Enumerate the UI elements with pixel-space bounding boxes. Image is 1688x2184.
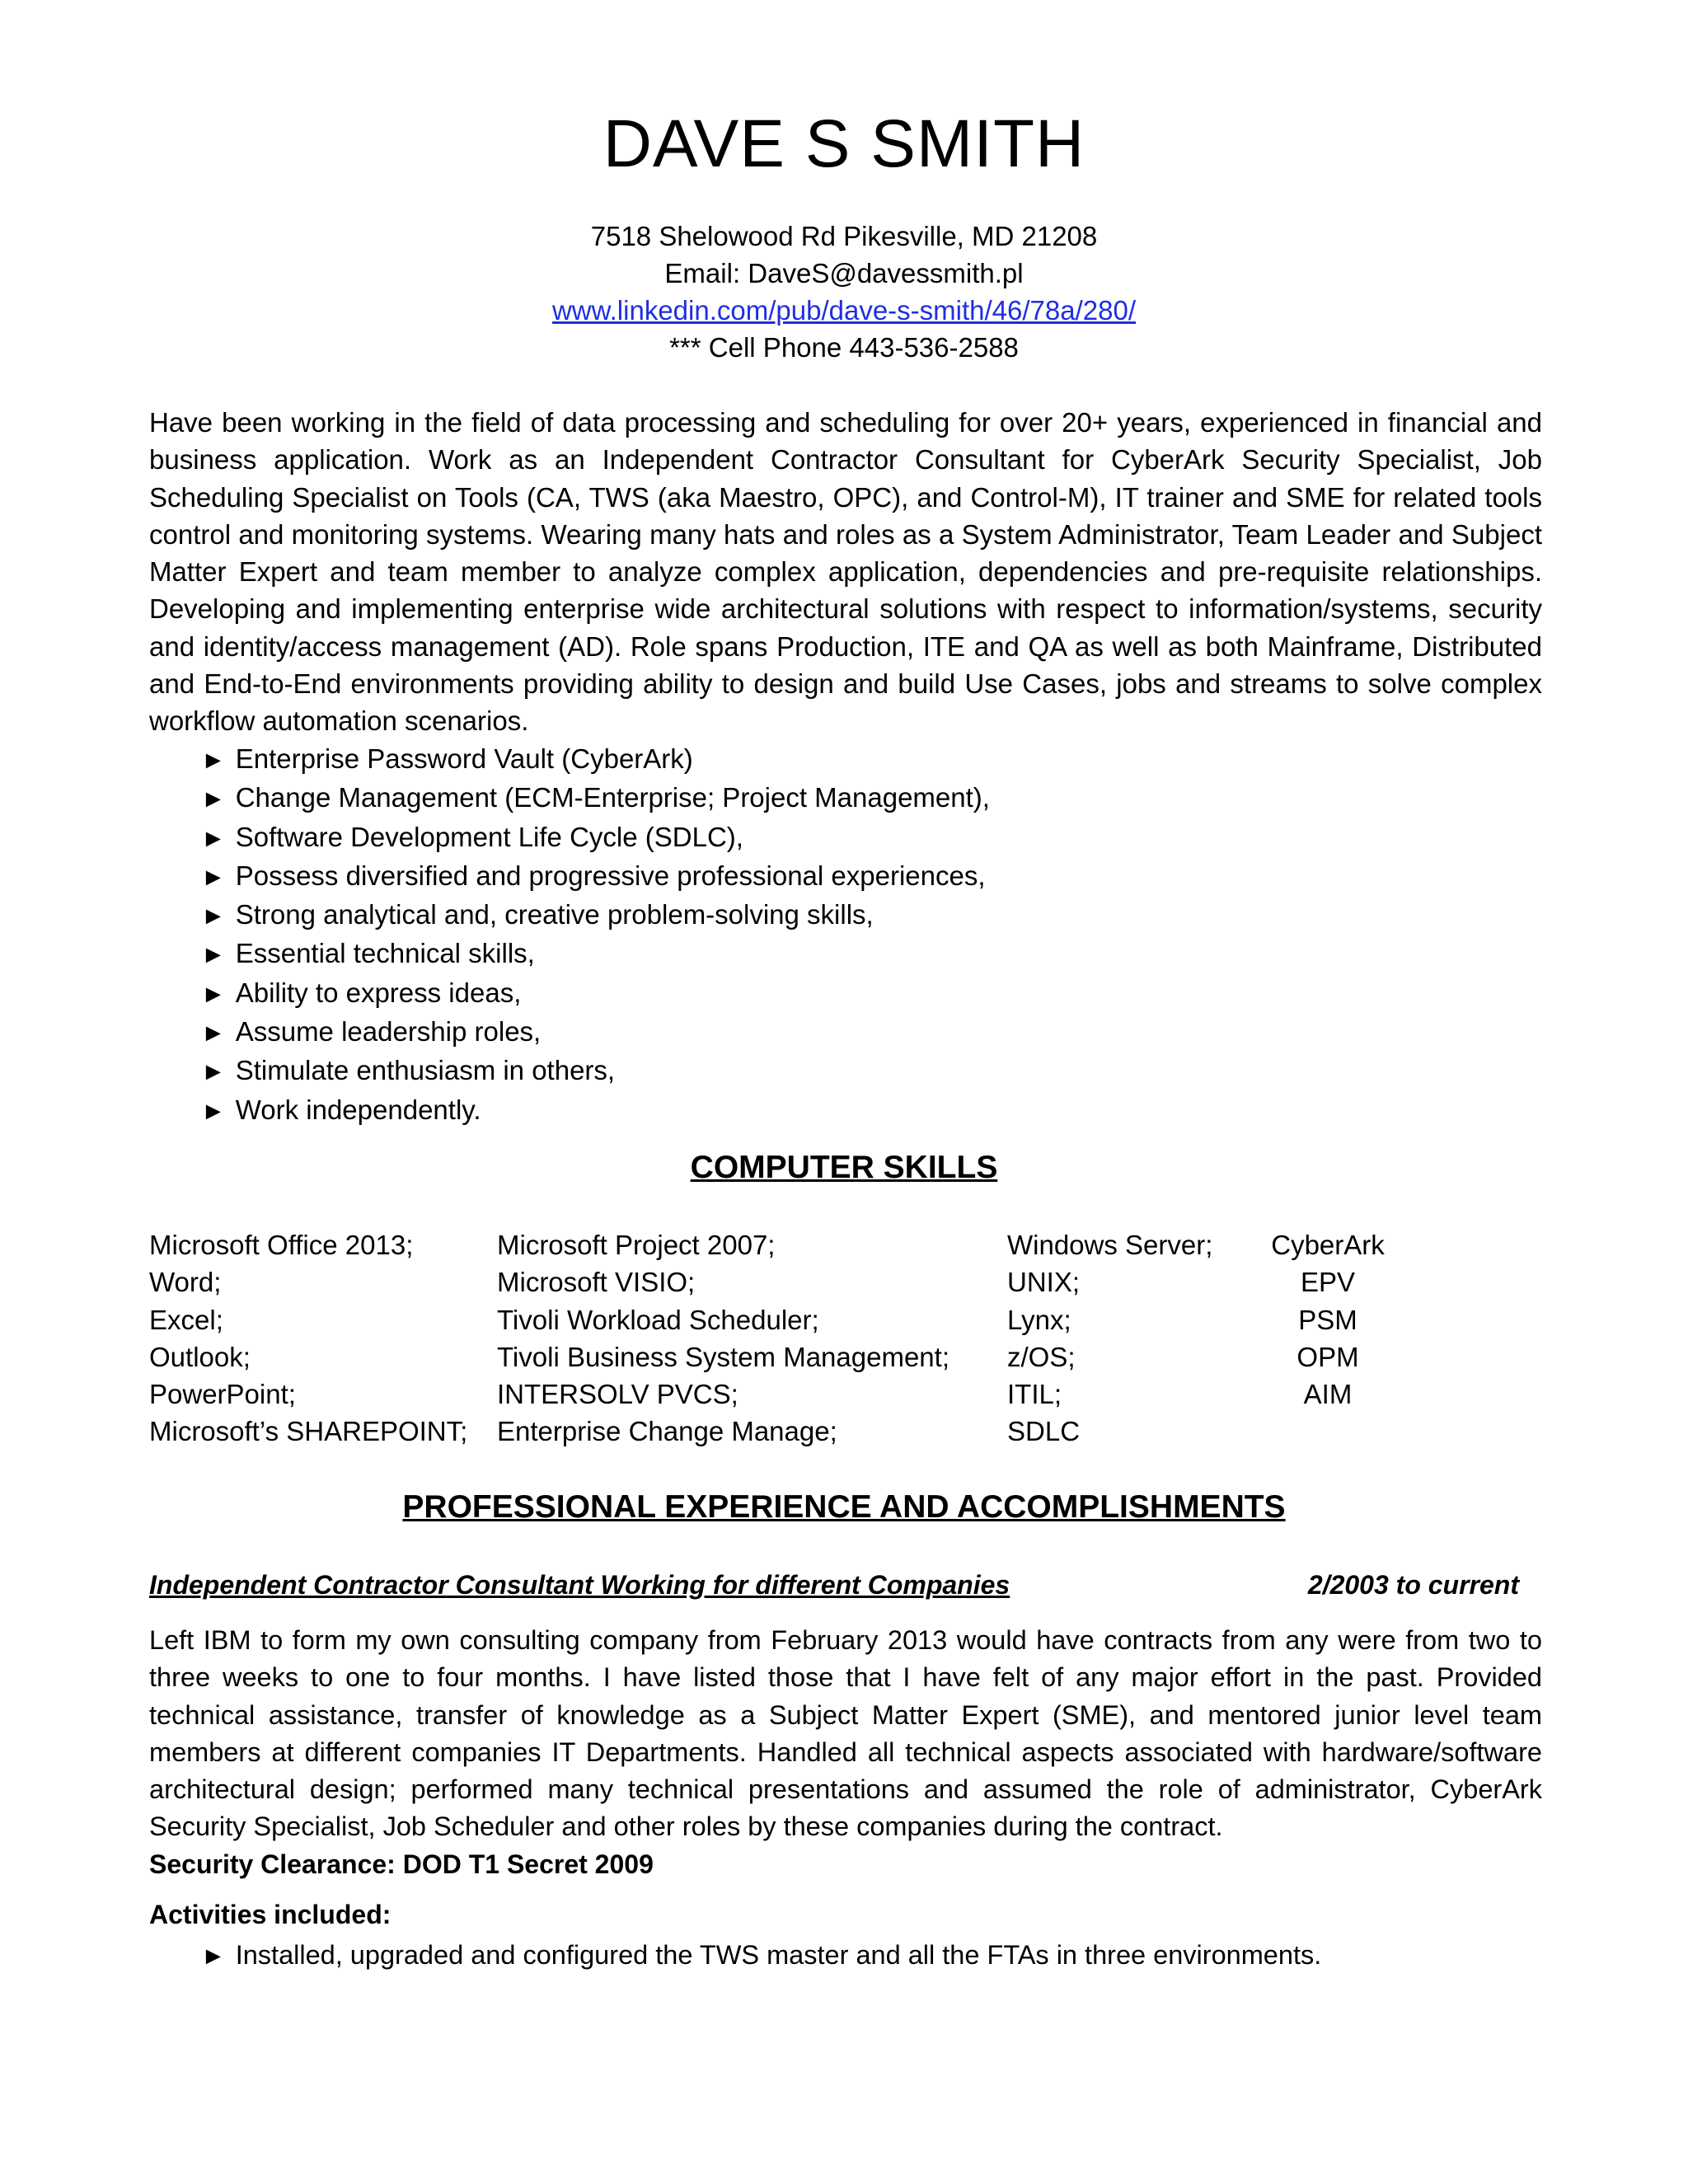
job-title: Independent Contractor Consultant Working for different Companies <box>149 1570 1010 1600</box>
job-description: Left IBM to form my own consulting company from February 2013 would have contracts from any were from two to three weeks to one to four months. I have listed those that I have felt of any major effort in the past. Provided technical assistance, transfer of knowledge as a Subject Matter Expert (SME), and mentored junior level team members at different companies IT Departments. Handled all technical aspects associated with hardware/software architectural design; performed many technical presentations and assumed the role of administrator, CyberArk Security Specialist, Job Scheduler and other roles by these companies during the contract. Security Clearance: DOD T1 Secret 2009 <box>149 1622 1542 1883</box>
list-item: ► Strong analytical and, creative problem-solving skills, <box>201 899 874 930</box>
computer-skills-heading: COMPUTER SKILLS <box>690 1150 998 1185</box>
list-item: Microsoft’s SHAREPOINT; <box>149 1416 468 1447</box>
job-title-row <box>149 1570 1519 1601</box>
list-item: UNIX; <box>1007 1267 1081 1298</box>
list-item: ► Installed, upgraded and configured the TWS master and all the FTAs in three environments. <box>201 1940 1322 1970</box>
list-item: Tivoli Business System Management; <box>497 1341 950 1372</box>
bullet-arrow-icon: ► <box>201 980 226 1008</box>
bullet-arrow-icon: ► <box>201 747 226 774</box>
address: 7518 Shelowood Rd Pikesville, MD 21208 <box>590 221 1098 251</box>
experience-heading: PROFESSIONAL EXPERIENCE AND ACCOMPLISHMENTS <box>402 1489 1286 1525</box>
activities-label: Activities included: <box>149 1900 392 1929</box>
bullet-arrow-icon: ► <box>201 902 226 930</box>
linkedin-link[interactable]: www.linkedin.com/pub/dave-s-smith/46/78a/280/ <box>551 295 1137 326</box>
list-item: Windows Server; <box>1007 1230 1213 1260</box>
bullet-arrow-icon: ► <box>201 863 226 891</box>
linkedin-row <box>0 295 1688 326</box>
summary-bullet-list <box>201 740 990 1130</box>
list-item: ► Work independently. <box>201 1094 481 1125</box>
bullet-arrow-icon: ► <box>201 1058 226 1086</box>
list-item: Outlook; <box>149 1341 251 1372</box>
bullet-arrow-icon: ► <box>201 1097 226 1125</box>
bullet-arrow-icon: ► <box>201 1019 226 1047</box>
list-item: PSM <box>1298 1304 1357 1335</box>
list-item: Microsoft Project 2007; <box>497 1230 776 1260</box>
list-item: Microsoft Office 2013; <box>149 1230 414 1260</box>
list-item: OPM <box>1296 1341 1359 1372</box>
skills-column-4 <box>1268 1226 1388 1413</box>
bullet-arrow-icon: ► <box>201 1943 226 1970</box>
list-item: ► Stimulate enthusiasm in others, <box>201 1055 616 1086</box>
list-item: CyberArk <box>1271 1230 1385 1260</box>
security-clearance: Security Clearance: DOD T1 Secret 2009 <box>149 1849 654 1879</box>
summary-paragraph: Have been working in the field of data processing and scheduling for over 20+ years, experienced in financial and business application. Work as an Independent Contractor Consultant for CyberArk Security Specialist, Job Scheduling Specialist on Tools (CA, TWS (aka Maestro, OPC), and Control-M), IT trainer and SME for related tools control and monitoring systems. Wearing many hats and roles as a System Administrator, Team Leader and Subject Matter Expert and team member to analyze complex application, dependencies and pre-requisite relationships. Developing and implementing enterprise wide architectural solutions with respect to information/systems, security and identity/access management (AD). Role spans Production, ITE and QA as well as both Mainframe, Distributed and End-to-End environments providing ability to design and build Use Cases, jobs and streams to solve complex workflow automation scenarios. <box>149 407 1542 737</box>
candidate-name: DAVE S SMITH <box>603 106 1085 181</box>
list-item: ► Enterprise Password Vault (CyberArk) <box>201 743 693 774</box>
list-item: ► Change Management (ECM-Enterprise; Project Management), <box>201 782 990 813</box>
list-item: Enterprise Change Manage; <box>497 1416 837 1447</box>
list-item: ► Software Development Life Cycle (SDLC), <box>201 821 743 852</box>
list-item: Tivoli Workload Scheduler; <box>497 1304 819 1335</box>
list-item: PowerPoint; <box>149 1379 296 1410</box>
job-dates: 2/2003 to current <box>1307 1570 1519 1600</box>
skills-column-1 <box>149 1226 467 1451</box>
activities-list <box>201 1937 1321 1975</box>
list-item: SDLC <box>1007 1416 1081 1447</box>
bullet-arrow-icon: ► <box>201 785 226 813</box>
list-item: Word; <box>149 1267 222 1298</box>
skills-column-3 <box>1007 1226 1212 1451</box>
list-item: EPV <box>1300 1267 1356 1298</box>
list-item: INTERSOLV PVCS; <box>497 1379 738 1410</box>
list-item: Excel; <box>149 1304 223 1335</box>
skills-column-2 <box>497 1226 950 1451</box>
list-item: z/OS; <box>1007 1341 1076 1372</box>
list-item: ► Ability to express ideas, <box>201 977 522 1008</box>
email: Email: DaveS@davessmith.pl <box>664 258 1024 288</box>
phone: *** Cell Phone 443-536-2588 <box>669 332 1019 363</box>
list-item: AIM <box>1303 1379 1353 1410</box>
bullet-arrow-icon: ► <box>201 941 226 969</box>
list-item: ► Essential technical skills, <box>201 938 535 969</box>
list-item: Lynx; <box>1007 1304 1071 1335</box>
list-item: Microsoft VISIO; <box>497 1267 696 1298</box>
bullet-arrow-icon: ► <box>201 824 226 852</box>
list-item: ► Assume leadership roles, <box>201 1016 542 1047</box>
list-item: ITIL; <box>1007 1379 1062 1410</box>
list-item: ► Possess diversified and progressive professional experiences, <box>201 860 986 891</box>
